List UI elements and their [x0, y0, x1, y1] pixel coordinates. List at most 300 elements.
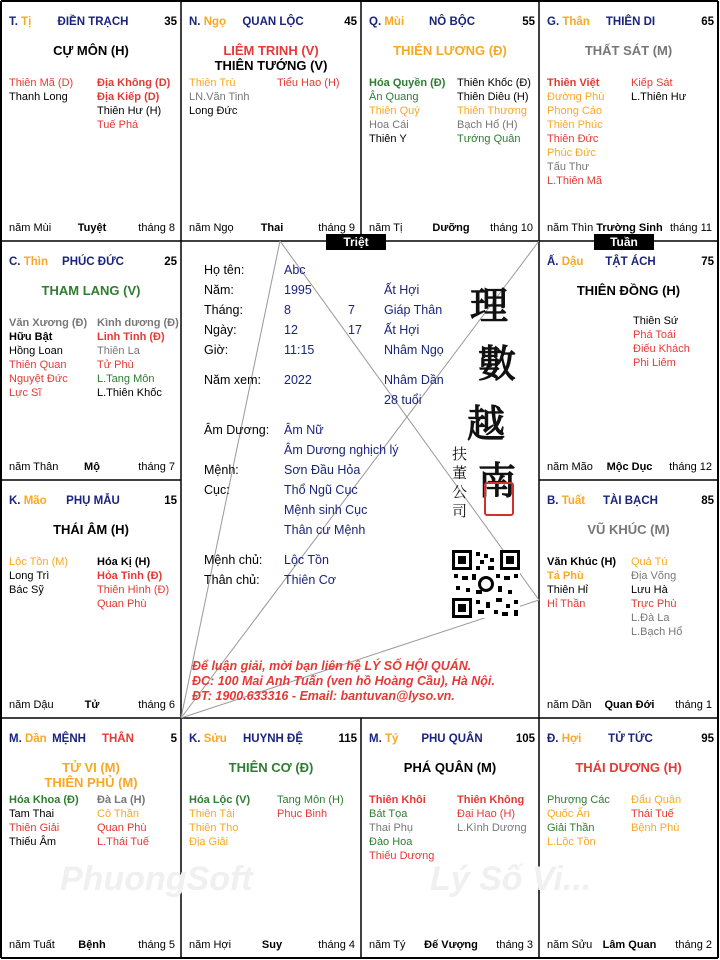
palace-cell — [539, 480, 718, 718]
info-label: Mệnh chủ: — [204, 553, 263, 567]
minor-star: Thiên Tài — [189, 808, 235, 820]
palace-header — [547, 494, 714, 508]
minor-star: Phúc Đức — [547, 147, 596, 159]
year-label: năm Tý — [369, 939, 406, 951]
palace-branch: Ngọ — [203, 16, 227, 28]
minor-star: Phi Liêm — [633, 357, 676, 369]
minor-star: Bạch Hổ (H) — [457, 119, 518, 131]
main-star: THIÊN LƯƠNG (Đ) — [393, 43, 507, 58]
month-label: tháng 4 — [318, 939, 355, 951]
month-label: tháng 10 — [490, 222, 533, 234]
minor-star: Phong Cáo — [547, 105, 603, 117]
ad-line: ĐC: 100 Mai Anh Tuấn (ven hồ Hoàng Cầu), Hà Nội. — [192, 674, 495, 688]
master-value: Lộc Tồn — [284, 553, 329, 567]
minor-star: Thiếu Dương — [369, 850, 435, 862]
main-star: TỬ VI (M) — [62, 760, 120, 775]
minor-star: Hóa Lộc (V) — [189, 794, 251, 806]
palace-name-text: NÔ BỘC — [429, 16, 475, 28]
minor-star: Thái Tuế — [631, 808, 674, 820]
palace-major-cycle: 55 — [522, 16, 535, 28]
palace-footer — [547, 460, 712, 474]
info-label: Cục: — [204, 483, 230, 497]
minor-star: Hóa Khoa (Đ) — [9, 794, 79, 806]
info-lunar-value: 7 — [348, 303, 355, 317]
palace-stem: Q. — [369, 16, 382, 28]
info-label: Họ tên: — [204, 263, 245, 277]
year-label: năm Dậu — [9, 699, 54, 711]
minor-stars-left — [9, 793, 79, 849]
year-label: năm Tị — [369, 222, 403, 234]
detail-value: Âm Dương nghịch lý — [284, 443, 399, 457]
info-label: Năm: — [204, 283, 234, 297]
minor-stars-right — [457, 793, 527, 835]
palace-branch: Mão — [23, 495, 47, 507]
main-star: THIÊN ĐỒNG (H) — [576, 283, 681, 298]
minor-star: Bát Tọa — [369, 808, 408, 820]
main-star: VŨ KHÚC (M) — [587, 522, 670, 537]
minor-stars-left — [547, 793, 610, 849]
qr-code — [452, 550, 520, 618]
palace-stem: T. — [9, 16, 18, 28]
info-label: Tháng: — [204, 303, 243, 317]
calligraphy-char: 越 — [467, 401, 506, 446]
minor-stars-right — [631, 76, 686, 104]
minor-star: Thiên Phúc — [547, 119, 603, 131]
contact-ad — [192, 659, 532, 704]
palace-stem: M. — [9, 733, 22, 745]
palace-major-cycle: 75 — [701, 256, 714, 268]
minor-star: Quan Phù — [97, 822, 147, 834]
minor-star: Long Đức — [189, 105, 238, 117]
minor-stars-right — [633, 314, 690, 370]
minor-star: Thiên Mã (D) — [9, 77, 74, 89]
seal-stamp — [484, 482, 514, 516]
minor-star: Thiên Y — [369, 133, 407, 145]
palace-name-text: TÀI BẠCH — [603, 495, 658, 507]
year-label: năm Hợi — [189, 939, 232, 951]
minor-star: Thiên Hỉ — [547, 584, 588, 596]
minor-star: Thiên Không — [457, 794, 525, 806]
palace-branch: Tị — [21, 16, 32, 28]
palace-footer — [9, 938, 175, 952]
palace-name — [547, 255, 714, 269]
palace-major-cycle: 45 — [344, 16, 357, 28]
minor-star: Thanh Long — [9, 91, 68, 103]
minor-stars-left — [9, 316, 87, 400]
minor-stars-right — [457, 76, 531, 146]
life-stage: Trường Sinh — [596, 222, 663, 234]
minor-star: Thiếu Âm — [9, 836, 57, 848]
minor-star: Địa Giải — [189, 836, 229, 848]
palace-footer — [189, 221, 355, 235]
month-label: tháng 2 — [675, 939, 712, 951]
month-label: tháng 6 — [138, 699, 175, 711]
minor-star: Tử Phù — [97, 359, 134, 371]
minor-star: Bác Sỹ — [9, 584, 44, 596]
minor-star: Trực Phù — [631, 598, 677, 610]
palace-cell — [539, 718, 718, 958]
minor-star: Lộc Tồn (M) — [9, 556, 69, 568]
palace-major-cycle: 115 — [338, 733, 357, 745]
life-stage: Bệnh — [78, 939, 106, 951]
palace-major-cycle: 85 — [701, 495, 714, 507]
minor-star: L.Lộc Tồn — [547, 836, 596, 848]
main-star: THÁI DƯƠNG (H) — [575, 760, 682, 775]
info-label: Giờ: — [204, 343, 229, 357]
year-label: năm Mùi — [9, 222, 52, 234]
info-solar-value: 12 — [284, 323, 298, 337]
month-label: tháng 8 — [138, 222, 175, 234]
palace-name — [369, 732, 535, 746]
minor-star: Long Trì — [9, 570, 50, 582]
palace-major-cycle: 25 — [164, 256, 177, 268]
palace-name-text: ĐIỀN TRẠCH — [57, 16, 129, 28]
info-label: Ngày: — [204, 323, 237, 337]
minor-star: Phục Binh — [277, 808, 328, 820]
info-label: Mệnh: — [204, 463, 239, 477]
palace-header — [9, 494, 177, 508]
month-label: tháng 12 — [669, 461, 712, 473]
minor-stars-right — [97, 316, 179, 400]
minor-star: Đà La (H) — [97, 794, 146, 806]
minor-star: L.Bạch Hổ — [631, 626, 683, 638]
palace-name-text: TẬT ÁCH — [605, 256, 656, 268]
minor-stars-left — [369, 76, 445, 146]
main-star: CỰ MÔN (H) — [53, 43, 129, 58]
info-lunar-value: 17 — [348, 323, 362, 337]
palace-header — [189, 15, 357, 29]
palace-cell — [539, 1, 718, 241]
palace-cell — [181, 1, 361, 241]
main-star: THẤT SÁT (M) — [584, 43, 673, 58]
month-label: tháng 7 — [138, 461, 175, 473]
info-canchi-value: Giáp Thân — [384, 303, 443, 317]
triet-tag: Triệt — [326, 234, 386, 250]
life-stage: Lâm Quan — [602, 939, 657, 951]
month-label: tháng 11 — [669, 222, 712, 234]
minor-star: Phượng Các — [547, 794, 610, 806]
palace-footer — [547, 221, 712, 235]
main-star: THÁI ÂM (H) — [53, 522, 129, 537]
palace-name-text: PHÚC ĐỨC — [62, 256, 124, 268]
calligraphy-char: 南 — [478, 458, 517, 503]
detail-value: Âm Nữ — [284, 423, 324, 437]
palace-branch: Dần — [24, 733, 47, 745]
minor-star: L.Thái Tuế — [97, 836, 149, 848]
palace-major-cycle: 65 — [701, 16, 714, 28]
palace-name — [369, 15, 535, 29]
main-star: THIÊN CƠ (Đ) — [228, 760, 314, 775]
tuan-tag: Tuần — [594, 234, 654, 250]
palace-major-cycle: 15 — [164, 495, 177, 507]
palace-footer — [369, 221, 533, 235]
body-palace-label: THÂN — [101, 733, 134, 745]
minor-star: LN.Văn Tinh — [189, 91, 250, 103]
minor-star: Địa Kiếp (D) — [97, 91, 160, 103]
life-stage: Tuyệt — [77, 222, 107, 234]
palace-header — [9, 732, 177, 746]
minor-star: Hóa Kị (H) — [97, 556, 151, 568]
info-solar-value: 1995 — [284, 283, 312, 297]
minor-star: L.Thiên Mã — [547, 175, 603, 187]
life-stage: Thai — [260, 222, 284, 234]
minor-star: Tuế Phá — [97, 119, 139, 131]
minor-star: Thiên Trù — [189, 77, 236, 89]
minor-star: Địa Võng — [631, 570, 677, 582]
palace-footer — [369, 938, 533, 952]
watermark-right: Lý Số Vi... — [430, 860, 592, 898]
palace-stem: N. — [189, 16, 201, 28]
palace-stem: C. — [9, 256, 21, 268]
month-label: tháng 9 — [318, 222, 355, 234]
life-stage: Quan Đới — [604, 699, 655, 711]
palace-stem: B. — [547, 495, 559, 507]
minor-stars-left — [9, 555, 68, 597]
minor-star: Đào Hoa — [369, 836, 413, 848]
calligraphy-char: 理 — [470, 283, 509, 328]
life-stage: Mộ — [84, 461, 100, 473]
palace-branch: Mùi — [384, 16, 405, 28]
palace-branch: Tý — [384, 733, 399, 745]
palace-stem: Ấ. — [547, 256, 559, 268]
main-star: THAM LANG (V) — [41, 283, 141, 298]
info-label: Thân chủ: — [204, 573, 260, 587]
minor-star: Hóa Quyền (Đ) — [369, 77, 446, 89]
palace-stem: K. — [189, 733, 201, 745]
minor-star: L.Đà La — [631, 612, 670, 624]
palace-stem: M. — [369, 733, 382, 745]
minor-stars-right — [631, 793, 681, 835]
palace-header — [547, 732, 714, 746]
minor-star: Ân Quang — [369, 91, 419, 103]
minor-stars-right — [631, 555, 682, 639]
minor-star: Linh Tinh (Đ) — [97, 331, 165, 343]
palace-name — [547, 494, 714, 508]
detail-value: Mệnh sinh Cục — [284, 503, 368, 517]
minor-star: Nguyệt Đức — [9, 373, 68, 385]
palace-name-text: QUAN LỘC — [242, 16, 304, 28]
main-star: PHÁ QUÂN (M) — [403, 760, 497, 775]
minor-star: Giải Thần — [547, 822, 595, 834]
minor-star: Thiên Thọ — [189, 822, 239, 834]
palace-name-text: PHỤ MẪU — [66, 495, 120, 507]
palace-footer — [547, 698, 712, 712]
detail-value: Thổ Ngũ Cục — [284, 483, 358, 497]
minor-star: Thiên Hình (Đ) — [97, 584, 170, 596]
life-stage: Dưỡng — [432, 222, 470, 234]
detail-value: Thân cư Mệnh — [284, 523, 366, 537]
minor-star: Hỏa Tinh (Đ) — [97, 570, 163, 582]
info-label: Âm Dương: — [204, 423, 270, 437]
life-stage: Suy — [261, 939, 283, 951]
minor-stars-left — [547, 76, 604, 188]
year-label: năm Sửu — [547, 939, 593, 951]
palace-branch: Thân — [562, 16, 590, 28]
minor-stars-right — [97, 76, 170, 132]
watermark-left: PhuongSoft — [60, 860, 253, 898]
palace-header — [189, 732, 357, 746]
palace-cell — [1, 718, 181, 958]
minor-star: Thiên Quý — [369, 105, 420, 117]
minor-star: Lực Sĩ — [9, 387, 42, 399]
year-label: năm Dần — [547, 699, 592, 711]
minor-stars-left — [189, 76, 250, 118]
minor-stars-left — [9, 76, 73, 104]
minor-stars-right — [97, 555, 169, 611]
minor-star: Thiên Diêu (H) — [457, 91, 529, 103]
ad-line: ĐT: 1900.633316 - Email: bantuvan@lyso.vn. — [192, 689, 455, 703]
minor-star: Văn Xương (Đ) — [9, 317, 88, 329]
palace-cell — [361, 1, 539, 241]
palace-header — [9, 255, 177, 269]
minor-star: Thiên Khốc (Đ) — [457, 77, 531, 89]
palace-name — [9, 494, 177, 508]
life-stage: Mộc Dục — [606, 461, 653, 473]
minor-star: Hỉ Thần — [547, 598, 586, 610]
palace-footer — [9, 221, 175, 235]
palace-cell — [1, 241, 181, 480]
minor-star: L.Tang Môn — [97, 373, 155, 385]
year-label: năm Mão — [547, 461, 593, 473]
main-star: THIÊN PHỦ (M) — [44, 775, 138, 790]
minor-star: Hữu Bật — [9, 331, 53, 343]
minor-star: L.Thiên Khốc — [97, 387, 162, 399]
palace-branch: Tuất — [561, 495, 586, 507]
palace-cell — [361, 718, 539, 958]
minor-star: Thiên Quan — [9, 359, 67, 371]
palace-cell — [539, 241, 718, 480]
palace-branch: Hợi — [561, 733, 582, 745]
minor-stars-right — [97, 793, 149, 849]
palace-header — [369, 15, 535, 29]
minor-star: Cô Thần — [97, 808, 139, 820]
palace-name-text: TỬ TỨC — [608, 733, 653, 745]
minor-star: Quốc Ấn — [547, 808, 590, 820]
minor-star: Hồng Loan — [9, 345, 63, 357]
minor-star: L.Kình Dương — [457, 822, 527, 834]
palace-major-cycle: 95 — [701, 733, 714, 745]
minor-star: Địa Không (D) — [97, 77, 171, 89]
info-canchi-value: Ất Hợi — [384, 323, 420, 337]
minor-star: Tiểu Hao (H) — [277, 77, 340, 89]
minor-star: Thiên Giải — [9, 822, 60, 834]
minor-star: Tả Phù — [547, 570, 584, 582]
palace-header — [9, 15, 177, 29]
minor-star: Thiên Thương — [457, 105, 528, 117]
palace-branch: Thìn — [23, 256, 48, 268]
minor-star: Quả Tú — [631, 556, 668, 568]
palace-name — [547, 15, 714, 29]
main-star: THIÊN TƯỚNG (V) — [214, 58, 328, 73]
calligraphy-sub: 扶 董 公 司 — [452, 445, 468, 520]
palace-cell — [181, 718, 361, 958]
palace-name-text: MỆNH — [52, 733, 86, 745]
year-label: năm Thân — [9, 461, 59, 473]
palace-header — [369, 732, 535, 746]
minor-star: Thai Phụ — [369, 822, 414, 834]
palace-footer — [189, 938, 355, 952]
month-label: tháng 5 — [138, 939, 175, 951]
month-label: tháng 1 — [675, 699, 712, 711]
minor-star: Thiên Việt — [547, 77, 600, 89]
palace-name — [189, 15, 357, 29]
minor-star: Thiên Hư (H) — [97, 105, 162, 117]
minor-stars-left — [547, 555, 616, 611]
year-label: năm Tuất — [9, 939, 55, 951]
minor-star: Tướng Quân — [457, 133, 521, 145]
palace-footer — [547, 938, 712, 952]
info-canchi-value: Ất Hợi — [384, 283, 420, 297]
ad-line: Để luận giải, mời bạn liên hệ LÝ SỐ HỘI QUÁN. — [192, 659, 472, 673]
palace-name — [9, 15, 177, 29]
life-stage: Tử — [84, 699, 100, 711]
minor-star: Thiên La — [97, 345, 140, 357]
minor-stars-right — [277, 76, 340, 90]
palace-stem: G. — [547, 16, 560, 28]
info-solar-value: 8 — [284, 303, 291, 317]
main-star: LIÊM TRINH (V) — [223, 43, 319, 58]
detail-value: Sơn Đầu Hỏa — [284, 463, 361, 477]
palace-branch: Sửu — [203, 733, 227, 745]
palace-name-text: PHU QUÂN — [421, 733, 483, 745]
minor-stars-left — [189, 793, 250, 849]
minor-star: Lưu Hà — [631, 584, 668, 596]
info-solar-value: Abc — [284, 263, 306, 277]
year-label: năm Thìn — [547, 222, 594, 234]
palace-footer — [9, 698, 175, 712]
minor-star: Văn Khúc (H) — [547, 556, 617, 568]
palace-footer — [9, 460, 175, 474]
info-canchi-value: Nhâm Ngọ — [384, 343, 444, 357]
palace-name-text: THIÊN DI — [605, 16, 656, 28]
view-year-value: 2022 — [284, 373, 312, 387]
year-label: năm Ngọ — [189, 222, 234, 234]
minor-star: Hoa Cái — [369, 119, 409, 131]
palace-branch: Dậu — [561, 256, 584, 268]
minor-star: Thiên Khôi — [369, 794, 426, 806]
palace-stem: Đ. — [547, 733, 559, 745]
minor-star: Đường Phù — [547, 91, 605, 103]
palace-name-text: HUYNH ĐỆ — [242, 733, 304, 745]
info-label: Năm xem: — [204, 373, 261, 387]
minor-star: L.Thiên Hư — [631, 91, 687, 103]
palace-major-cycle: 5 — [170, 733, 177, 745]
palace-name — [547, 732, 714, 746]
palace-name — [9, 732, 177, 746]
minor-star: Thiên Sứ — [633, 315, 679, 327]
minor-star: Điếu Khách — [633, 343, 690, 355]
info-solar-value: 11:15 — [284, 343, 315, 357]
life-stage: Đế Vượng — [424, 939, 478, 951]
palace-stem: K. — [9, 495, 21, 507]
minor-star: Tang Môn (H) — [277, 794, 344, 806]
minor-star: Phá Toái — [633, 329, 676, 341]
minor-star: Đẩu Quân — [631, 794, 682, 806]
minor-stars-right — [277, 793, 344, 821]
month-label: tháng 3 — [496, 939, 533, 951]
minor-star: Bệnh Phù — [631, 822, 680, 834]
minor-star: Tấu Thư — [547, 161, 590, 173]
palace-major-cycle: 35 — [164, 16, 177, 28]
minor-star: Đại Hao (H) — [457, 808, 516, 820]
minor-star: Kiếp Sát — [631, 77, 673, 89]
palace-cell — [1, 1, 181, 241]
palace-major-cycle: 105 — [515, 733, 535, 745]
minor-star: Tam Thai — [9, 808, 55, 820]
palace-name — [9, 255, 177, 269]
palace-header — [547, 255, 714, 269]
view-year-canchi: Nhâm Dần — [384, 373, 444, 387]
